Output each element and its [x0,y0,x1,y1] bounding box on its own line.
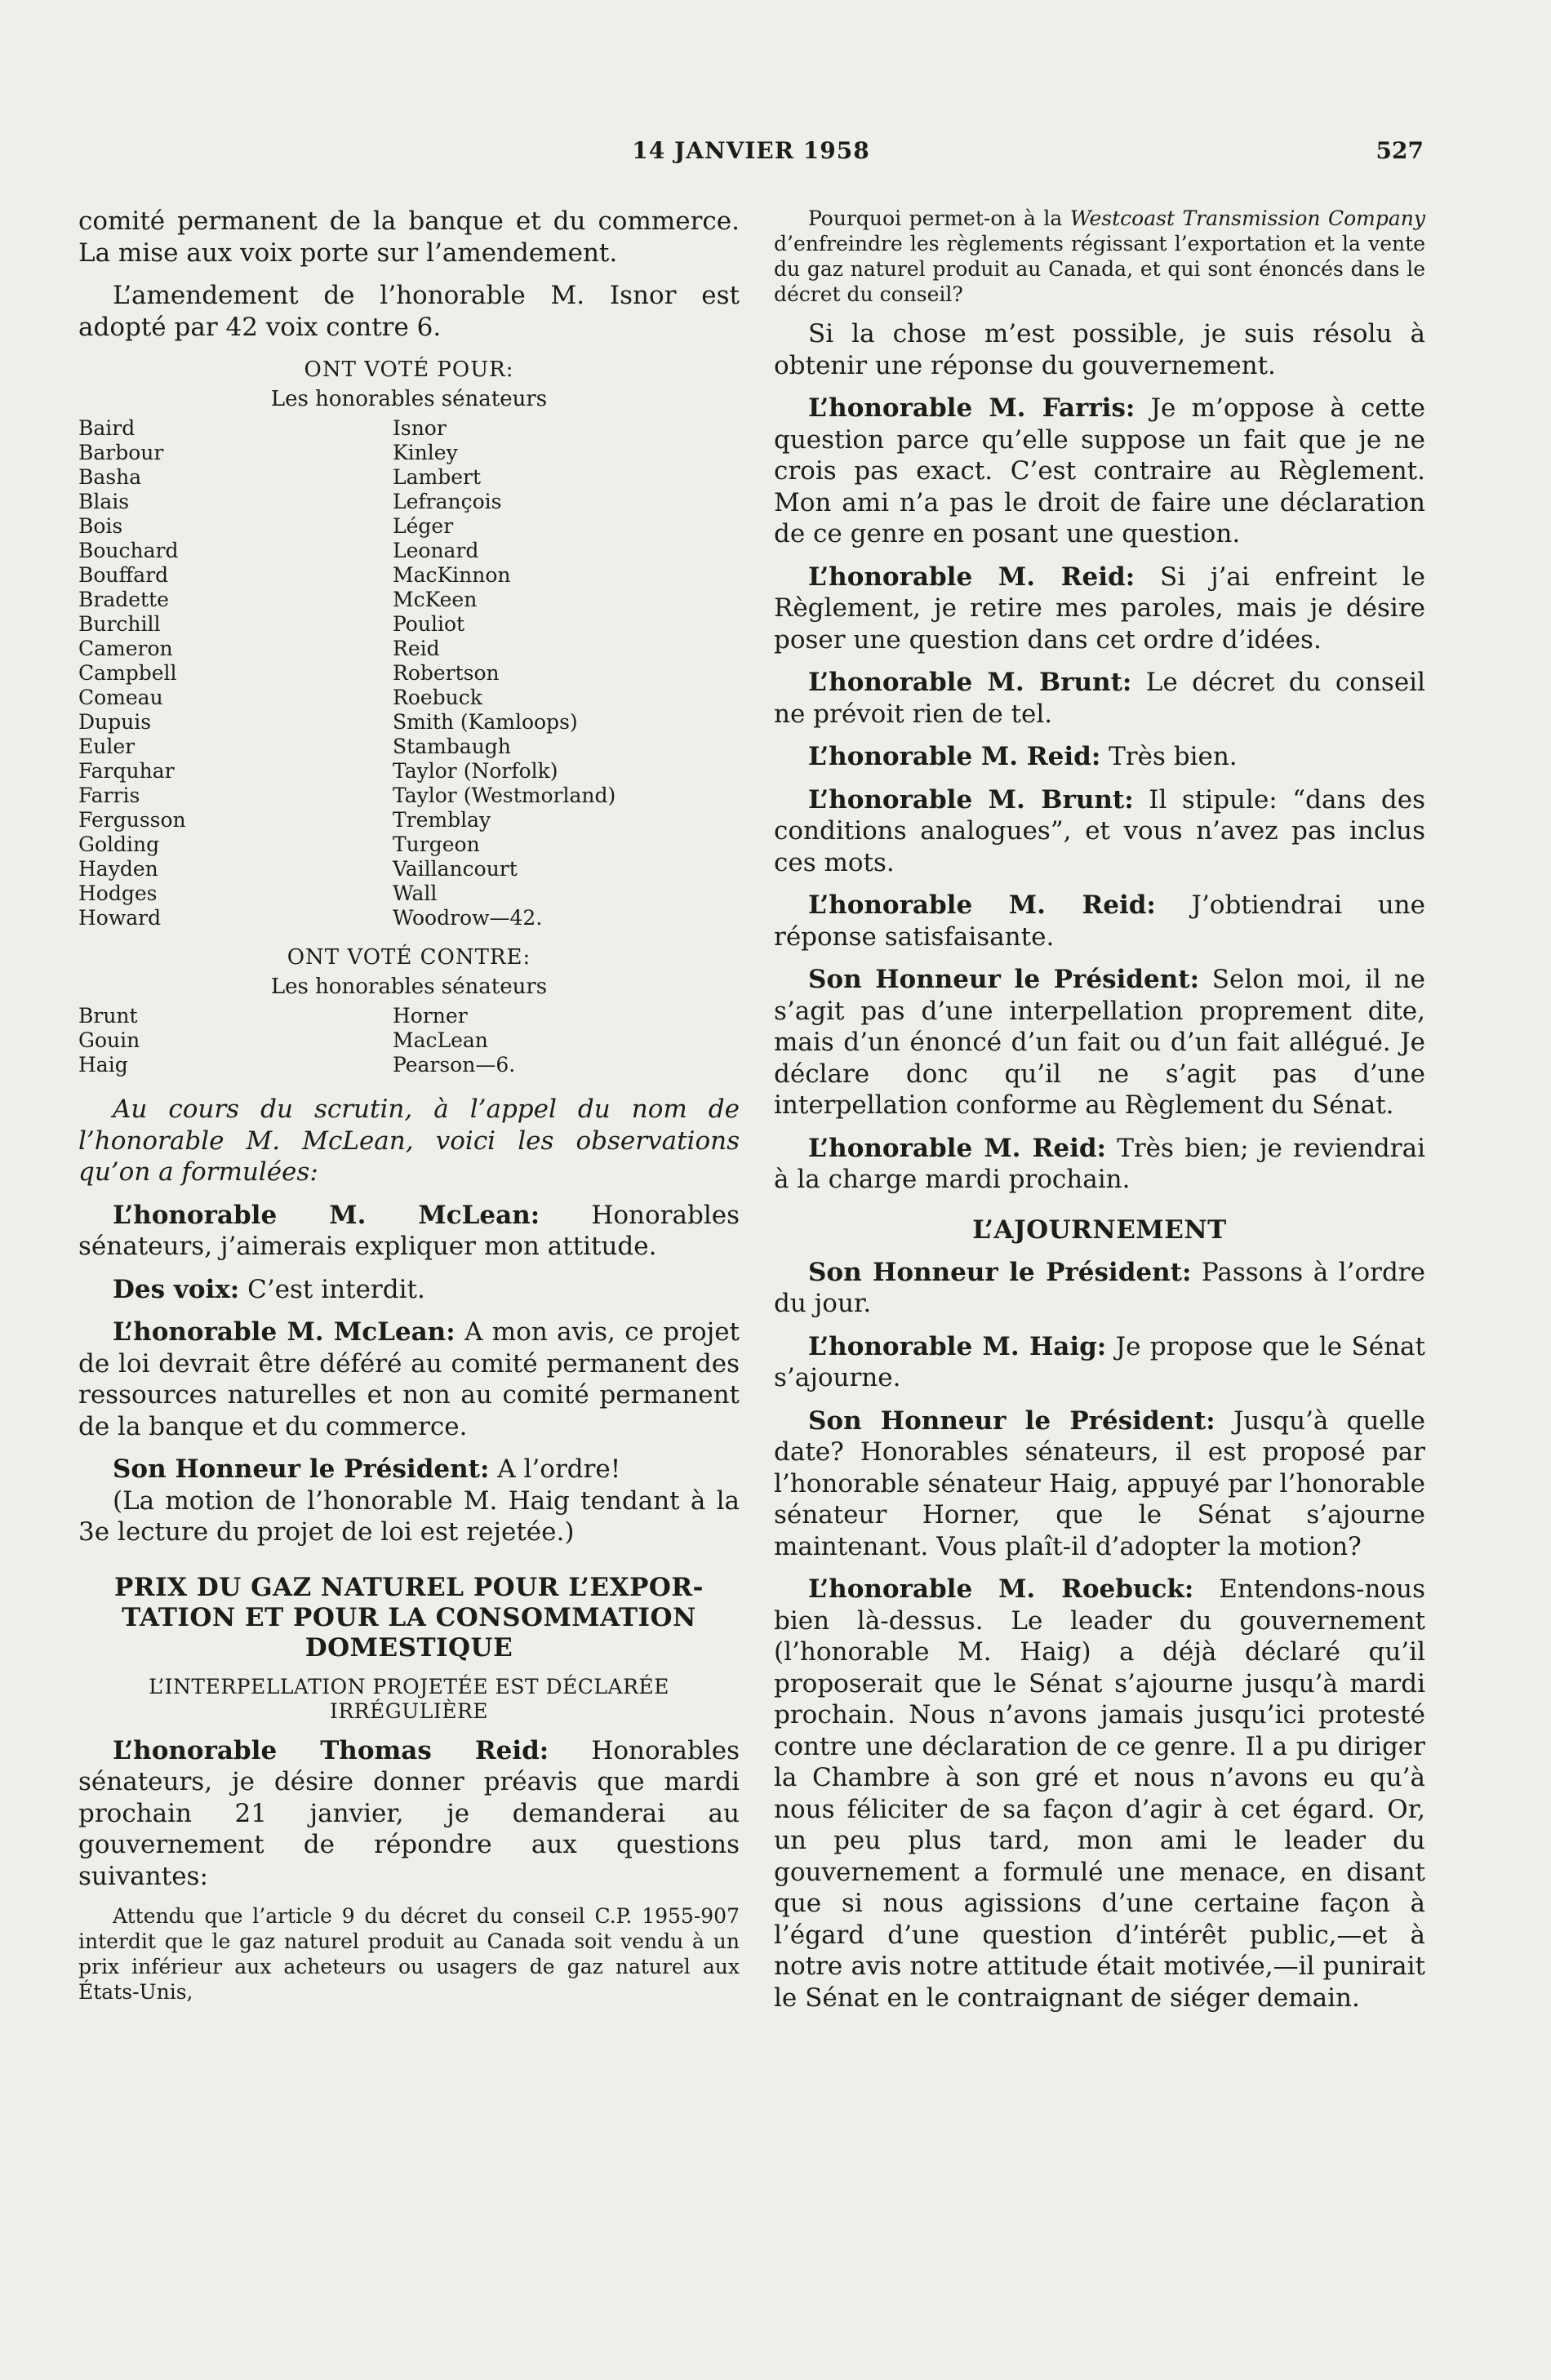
speaker: L’honorable M. Reid: [808,890,1156,920]
company-name: Westcoast Transmission Company [1069,206,1426,230]
speech [774,562,1425,656]
speaker: L’honorable M. Reid: [808,1133,1106,1163]
vote-for-list [78,416,740,930]
speech [774,667,1425,730]
senator-name: Bradette [78,588,169,611]
senator-name: Roebuck [393,686,482,709]
senator-name: Horner [393,1004,468,1028]
speech [78,1454,740,1485]
senator-name: Lefrançois [393,490,502,513]
senator-name: Barbour [78,441,164,464]
senator-name: Hodges [78,881,158,905]
speech [774,1331,1425,1394]
right-column [774,206,1425,2014]
senator-name: Hayden [78,857,158,881]
senator-name: Brunt [78,1004,138,1028]
speech-text: Très bien. [1109,742,1238,771]
section-title-line: PRIX DU GAZ NATUREL POUR L’EXPOR- [113,1572,704,1602]
paragraph: L’amendement de l’honorable M. Isnor est adopté par 42 voix contre 6. [78,281,740,342]
speech-text: Honorables sénateurs, j’aimerais expliquer mon attitude. [78,1200,740,1261]
vote-for-column-2 [393,416,740,930]
section-subtitle-line: IRRÉGULIÈRE [329,1698,489,1723]
senator-name: Robertson [393,661,500,685]
speech-text: Entendons-nous bien là-dessus. Le leader du gouvernement (l’honorable M. Haig) a déjà déclaré qu’il proposerait que le Sénat s’ajourne jusqu’à mardi prochain. Nous n’avons jamais jusqu’ici protesté contre une déclaration de ce genre. Il a pu diriger la Chambre à son gré et nous n’avons eu qu’à nous féliciter de sa façon d’agir à cet égard. Or, un peu plus tard, mon ami le leader du gouvernement a formulé une menace, en disant que si nous agissions d’une certaine façon à l’égard d’une question d’intérêt public,—et à notre avis notre attitude était motivée,—il punirait le Sénat en le contraignant de siéger demain. [774,1574,1425,2013]
page-header [78,137,1424,176]
speech [774,784,1425,879]
senator-name: Bouchard [78,539,179,562]
speaker: Son Honneur le Président: [808,1257,1192,1287]
paragraph: comité permanent de la banque et du commerce. La mise aux voix porte sur l’amendement. [78,206,740,268]
speaker: L’honorable M. Roebuck: [808,1574,1194,1604]
speech-text: Le décret du conseil ne prévoit rien de tel. [774,668,1425,729]
section-title-line: TATION ET POUR LA CONSOMMATION [122,1602,696,1632]
speech [774,890,1425,952]
speech [78,1274,740,1306]
senator-name: Lambert [393,465,482,489]
speaker: L’honorable Thomas Reid: [113,1735,549,1765]
senator-name: Fergusson [78,808,186,832]
speech [774,393,1425,550]
senator-name: Woodrow—42. [393,906,543,930]
senator-name: Farquhar [78,759,175,783]
vote-against-list [78,1004,740,1077]
left-column [78,206,740,2005]
senator-name: Isnor [393,416,447,440]
speaker: L’honorable M. McLean: [113,1317,456,1347]
section-subtitle-line: L’INTERPELLATION PROJETÉE EST DÉCLARÉE [149,1674,669,1698]
speech-text: C’est interdit. [247,1274,425,1304]
speech-text: Je m’oppose à cette question parce qu’elle suppose un fait que je ne crois pas exact. C’est contraire au Règlement. Mon ami n’a pas le droit de faire une déclaration de ce genre en posant une question. [774,393,1425,548]
senator-name: Bouffard [78,563,169,587]
senator-name: Blais [78,490,130,513]
speech [774,1257,1425,1320]
senator-name: Baird [78,416,136,440]
speaker: L’honorable M. Farris: [808,393,1135,423]
senator-name: Golding [78,833,160,856]
paragraph: Si la chose m’est possible, je suis résolu à obtenir une réponse du gouvernement. [774,319,1425,380]
speaker: Son Honneur le Président: [808,965,1200,994]
senator-name: Wall [393,881,438,905]
senator-name: Bois [78,514,123,538]
senator-name: Cameron [78,637,173,660]
senator-name: Comeau [78,686,163,709]
speech-text: Je propose que le Sénat s’ajourne. [774,1331,1425,1392]
senator-name: Reid [393,637,440,660]
section-title: L’AJOURNEMENT [972,1214,1227,1245]
senator-name: MacLean [393,1028,488,1052]
senator-name: Haig [78,1053,128,1077]
senator-name: Tremblay [393,808,491,832]
speech-text: Selon moi, il ne s’agit pas d’une interpellation proprement dite, mais d’un énoncé d’un fait ou d’un fait allégué. Je déclare donc qu’il ne s’agit pas d’une interpellation conforme au Règlement du Sénat. [774,965,1426,1120]
senator-name: Basha [78,465,142,489]
senator-name: Vaillancourt [393,857,518,881]
vote-against-subtitle: Les honorables sénateurs [270,975,548,999]
senator-name: Stambaugh [393,735,511,758]
section-subtitle [78,1675,740,1724]
senator-name: Smith (Kamloops) [393,710,578,734]
speaker: L’honorable M. McLean: [113,1200,540,1230]
question-text-part: Pourquoi permet-on à la [808,206,1063,230]
senator-name: Howard [78,906,162,930]
scrutin-note: Au cours du scrutin, à l’appel du nom de l’honorable M. McLean, voici les observations qu’on a formulées: [78,1095,740,1187]
speaker: L’honorable M. Brunt: [808,784,1134,815]
speaker: L’honorable M. Reid: [808,742,1101,771]
speaker: Des voix: [113,1274,240,1304]
senator-name: Leonard [393,539,479,562]
senator-name: Gouin [78,1028,140,1052]
senator-name: Taylor (Westmorland) [393,784,616,807]
speech-text: Si j’ai enfreint le Règlement, je retire mes paroles, mais je désire poser une question dans cet ordre d’idées. [774,562,1425,655]
section-title [78,1573,740,1663]
speaker: Son Honneur le Président: [808,1405,1215,1436]
section-title-line: DOMESTIQUE [304,1632,513,1663]
speech [78,1200,740,1263]
speech [78,1317,740,1442]
senator-name: MacKinnon [393,563,511,587]
senator-name: Taylor (Norfolk) [393,759,558,783]
senator-name: Euler [78,735,136,758]
speech-text: Jusqu’à quelle date? Honorables sénateurs, il est proposé par l’honorable sénateur Haig, appuyé par l’honorable sénateur Horner, que le Sénat s’ajourne maintenant. Vous plaît-il d’adopter la motion? [774,1405,1425,1561]
speaker: L’honorable M. Brunt: [808,668,1132,697]
speech [78,1735,740,1893]
speech-text: Très bien; je reviendrai à la charge mardi prochain. [774,1133,1425,1194]
senator-name: Pouliot [393,612,465,636]
vote-against-column-2 [393,1004,740,1077]
senator-name: Dupuis [78,710,152,734]
speech [774,1574,1425,2014]
speaker: L’honorable M. Reid: [808,562,1135,592]
speech [774,1133,1425,1196]
page-number: 527 [1375,137,1424,164]
motion-note: (La motion de l’honorable M. Haig tendant à la 3e lecture du projet de loi est rejetée.) [78,1485,740,1547]
vote-for-title: ONT VOTÉ POUR: [304,357,514,382]
vote-against-column-1 [78,1004,393,1077]
vote-against-title: ONT VOTÉ CONTRE: [287,945,531,970]
speech-text: Il stipule: “dans des conditions analogues”, et vous n’avez pas inclus ces mots. [774,784,1425,877]
senator-name: McKeen [393,588,478,611]
senator-name: Campbell [78,661,177,685]
speech-text: Passons à l’ordre du jour. [774,1257,1425,1318]
senator-name: Burchill [78,612,161,636]
speech-text: A mon avis, ce projet de loi devrait être déféré au comité permanent des ressources naturelles et non au comité permanent de la banque et du commerce. [78,1317,740,1441]
senator-name: Léger [393,514,454,538]
senator-name: Pearson—6. [393,1053,516,1077]
question-text [774,206,1425,307]
senator-name: Turgeon [393,833,480,856]
speaker: L’honorable M. Haig: [808,1331,1107,1361]
speech-text: J’obtiendrai une réponse satisfaisante. [774,890,1425,952]
question-text: Attendu que l’article 9 du décret du conseil C.P. 1955-907 interdit que le gaz naturel produit au Canada soit vendu à un prix inférieur aux acheteurs ou usagers de gaz naturel aux États-Unis, [78,1904,740,2004]
senator-name: Kinley [393,441,458,464]
question-text-part: d’enfreindre les règlements régissant l’exportation et la vente du gaz naturel produit au Canada, et qui sont énoncés dans le décret du conseil? [774,232,1425,306]
vote-for-subtitle: Les honorables sénateurs [270,387,548,411]
speaker: Son Honneur le Président: [113,1454,490,1484]
speech [774,1405,1425,1563]
senator-name: Farris [78,784,140,807]
vote-for-column-1 [78,416,393,930]
speech-text: Honorables sénateurs, je désire donner préavis que mardi prochain 21 janvier, je demanderai au gouvernement de répondre aux questions suivantes: [78,1735,740,1891]
speech-text: A l’ordre! [497,1454,621,1484]
header-date: 14 JANVIER 1958 [632,137,870,164]
speech [774,964,1425,1121]
speech [774,741,1425,773]
